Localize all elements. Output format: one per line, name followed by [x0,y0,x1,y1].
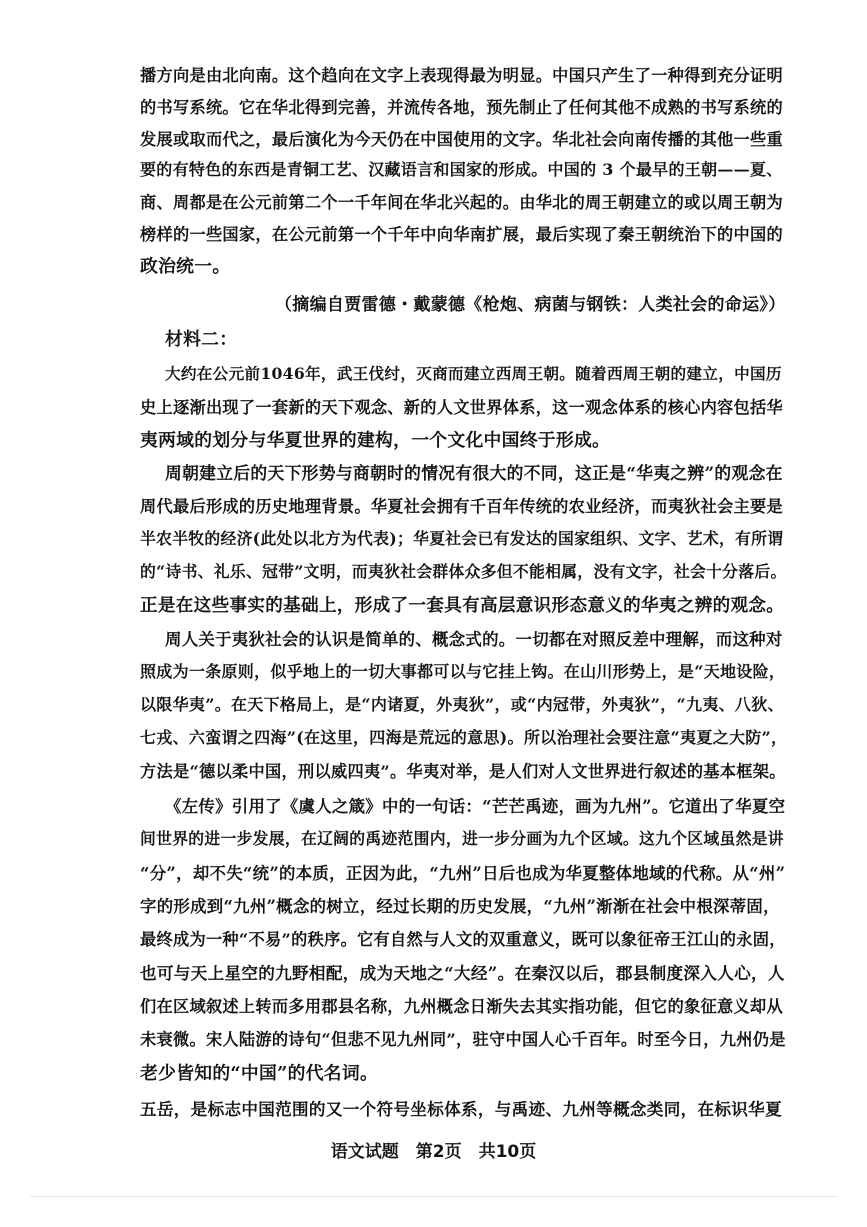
page-footer: 语文试题 第2页 共10页 [330,1142,537,1162]
section-heading: 材料二： [165,329,238,350]
text-line: 政治统一。 [140,256,231,277]
text-line: 七戎、六蛮谓之四海”(在这里，四海是荒远的意思)。所以治理社会要注意“夷夏之大防”， [140,728,788,747]
text-line: “分”，却不失“统”的本质，正因为此，“九州”日后也成为华夏整体地域的代称。从“州” [140,864,786,883]
text-line: 周人关于夷狄社会的认识是简单的、概念式的。一切都在对照反差中理解，而这种对 [165,630,783,649]
text-line: 间世界的进一步发展，在辽阔的禹迹范围内，进一步分画为九个区域。这九个区域虽然是讲 [140,829,784,848]
page-divider [30,1196,837,1197]
text-line: 正是在这些事实的基础上，形成了一套具有高层意识形态意义的华夷之辨的观念。 [140,595,785,616]
text-line: 周朝建立后的天下形势与商朝时的情况有很大的不同，这正是“华夷之辨”的观念在 [165,463,783,483]
text-line: 的“诗书、礼乐、冠带”文明，而夷狄社会群体众多但不能相属，没有文字，社会十分落后。 [140,562,787,581]
text-line: 要的有特色的东西是青铜工艺、汉藏语言和国家的形成。中国的 3 个最早的王朝——夏、 [140,160,783,179]
text-line: 最终成为一种“不易”的秩序。它有自然与人文的双重意义，既可以象征帝王江山的永固， [140,930,786,949]
text-line: 《左传》引用了《虞人之箴》中的一句话：“芒芒禹迹，画为九州”。它道出了华夏空 [165,797,786,816]
text-line: 也可与天上星空的九野相配，成为天地之“大经”。在秦汉以后，郡县制度深入人心，人 [140,963,785,983]
text-line: 发展或取而代之，最后演化为今天仍在中国使用的文字。华北社会向南传播的其他一些重 [140,130,784,149]
text-line: 方法是“德以柔中国，刑以威四夷”。华夷对举，是人们对人文世界进行叙述的基本框架。 [140,762,786,781]
text-line: 周代最后形成的历史地理背景。华夏社会拥有千百年传统的农业经济，而夷狄社会主要是 [140,497,784,516]
text-line: 的书写系统。它在华北得到完善，并流传各地，预先制止了任何其他不成熟的书写系统的 [140,98,784,117]
text-line: 未衰微。宋人陆游的诗句“但悲不见九州同”，驻守中国人心千百年。时至今日，九州仍是 [140,1030,786,1049]
text-line: 大约在公元前1046年，武王伐纣，灭商而建立西周王朝。随着西周王朝的建立，中国历 [165,364,782,383]
text-line: 老少皆知的“中国”的代名词。 [140,1063,379,1084]
text-line: 五岳，是标志中国范围的又一个符号坐标体系，与禹迹、九州等概念类同，在标识华夏 [140,1099,782,1119]
text-line: 史上逐渐出现了一套新的天下观念、新的人文世界体系，这一观念体系的核心内容包括华 [140,398,784,417]
text-line: 半农半牧的经济(此处以北方为代表)；华夏社会已有发达的国家组织、文字、艺术，有所谓 [140,529,784,548]
text-line: 播方向是由北向南。这个趋向在文字上表现得最为明显。中国只产生了一种得到充分证明 [140,66,784,85]
text-line: 字的形成到“九州”概念的树立，经过长期的历史发展，“九州”渐渐在社会中根深蒂固， [140,897,780,916]
text-line: 夷两域的划分与华夏世界的建构，一个文化中国终于形成。 [140,430,611,451]
text-line: 们在区域叙述上转而多用郡县名称，九州概念日渐失去其实指功能，但它的象征意义却从 [140,997,784,1016]
text-line: 榜样的一些国家，在公元前第一个千年中向华南扩展，最后实现了秦王朝统治下的中国的 [140,225,784,244]
text-line: 商、周都是在公元前第二个一千年间在华北兴起的。由华北的周王朝建立的或以周王朝为 [140,193,784,212]
source-citation: （摘编自贾雷德・戴蒙德《枪炮、病菌与钢铁：人类社会的命运》） [275,295,786,315]
text-line: 照成为一条原则，似乎地上的一切大事都可以与它挂上钩。在山川形势上，是“天地设险， [140,662,786,681]
text-line: 以限华夷”。在天下格局上，是“内诸夏，外夷狄”，或“内冠带，外夷狄”，“九夷、八狄、 [140,695,784,714]
